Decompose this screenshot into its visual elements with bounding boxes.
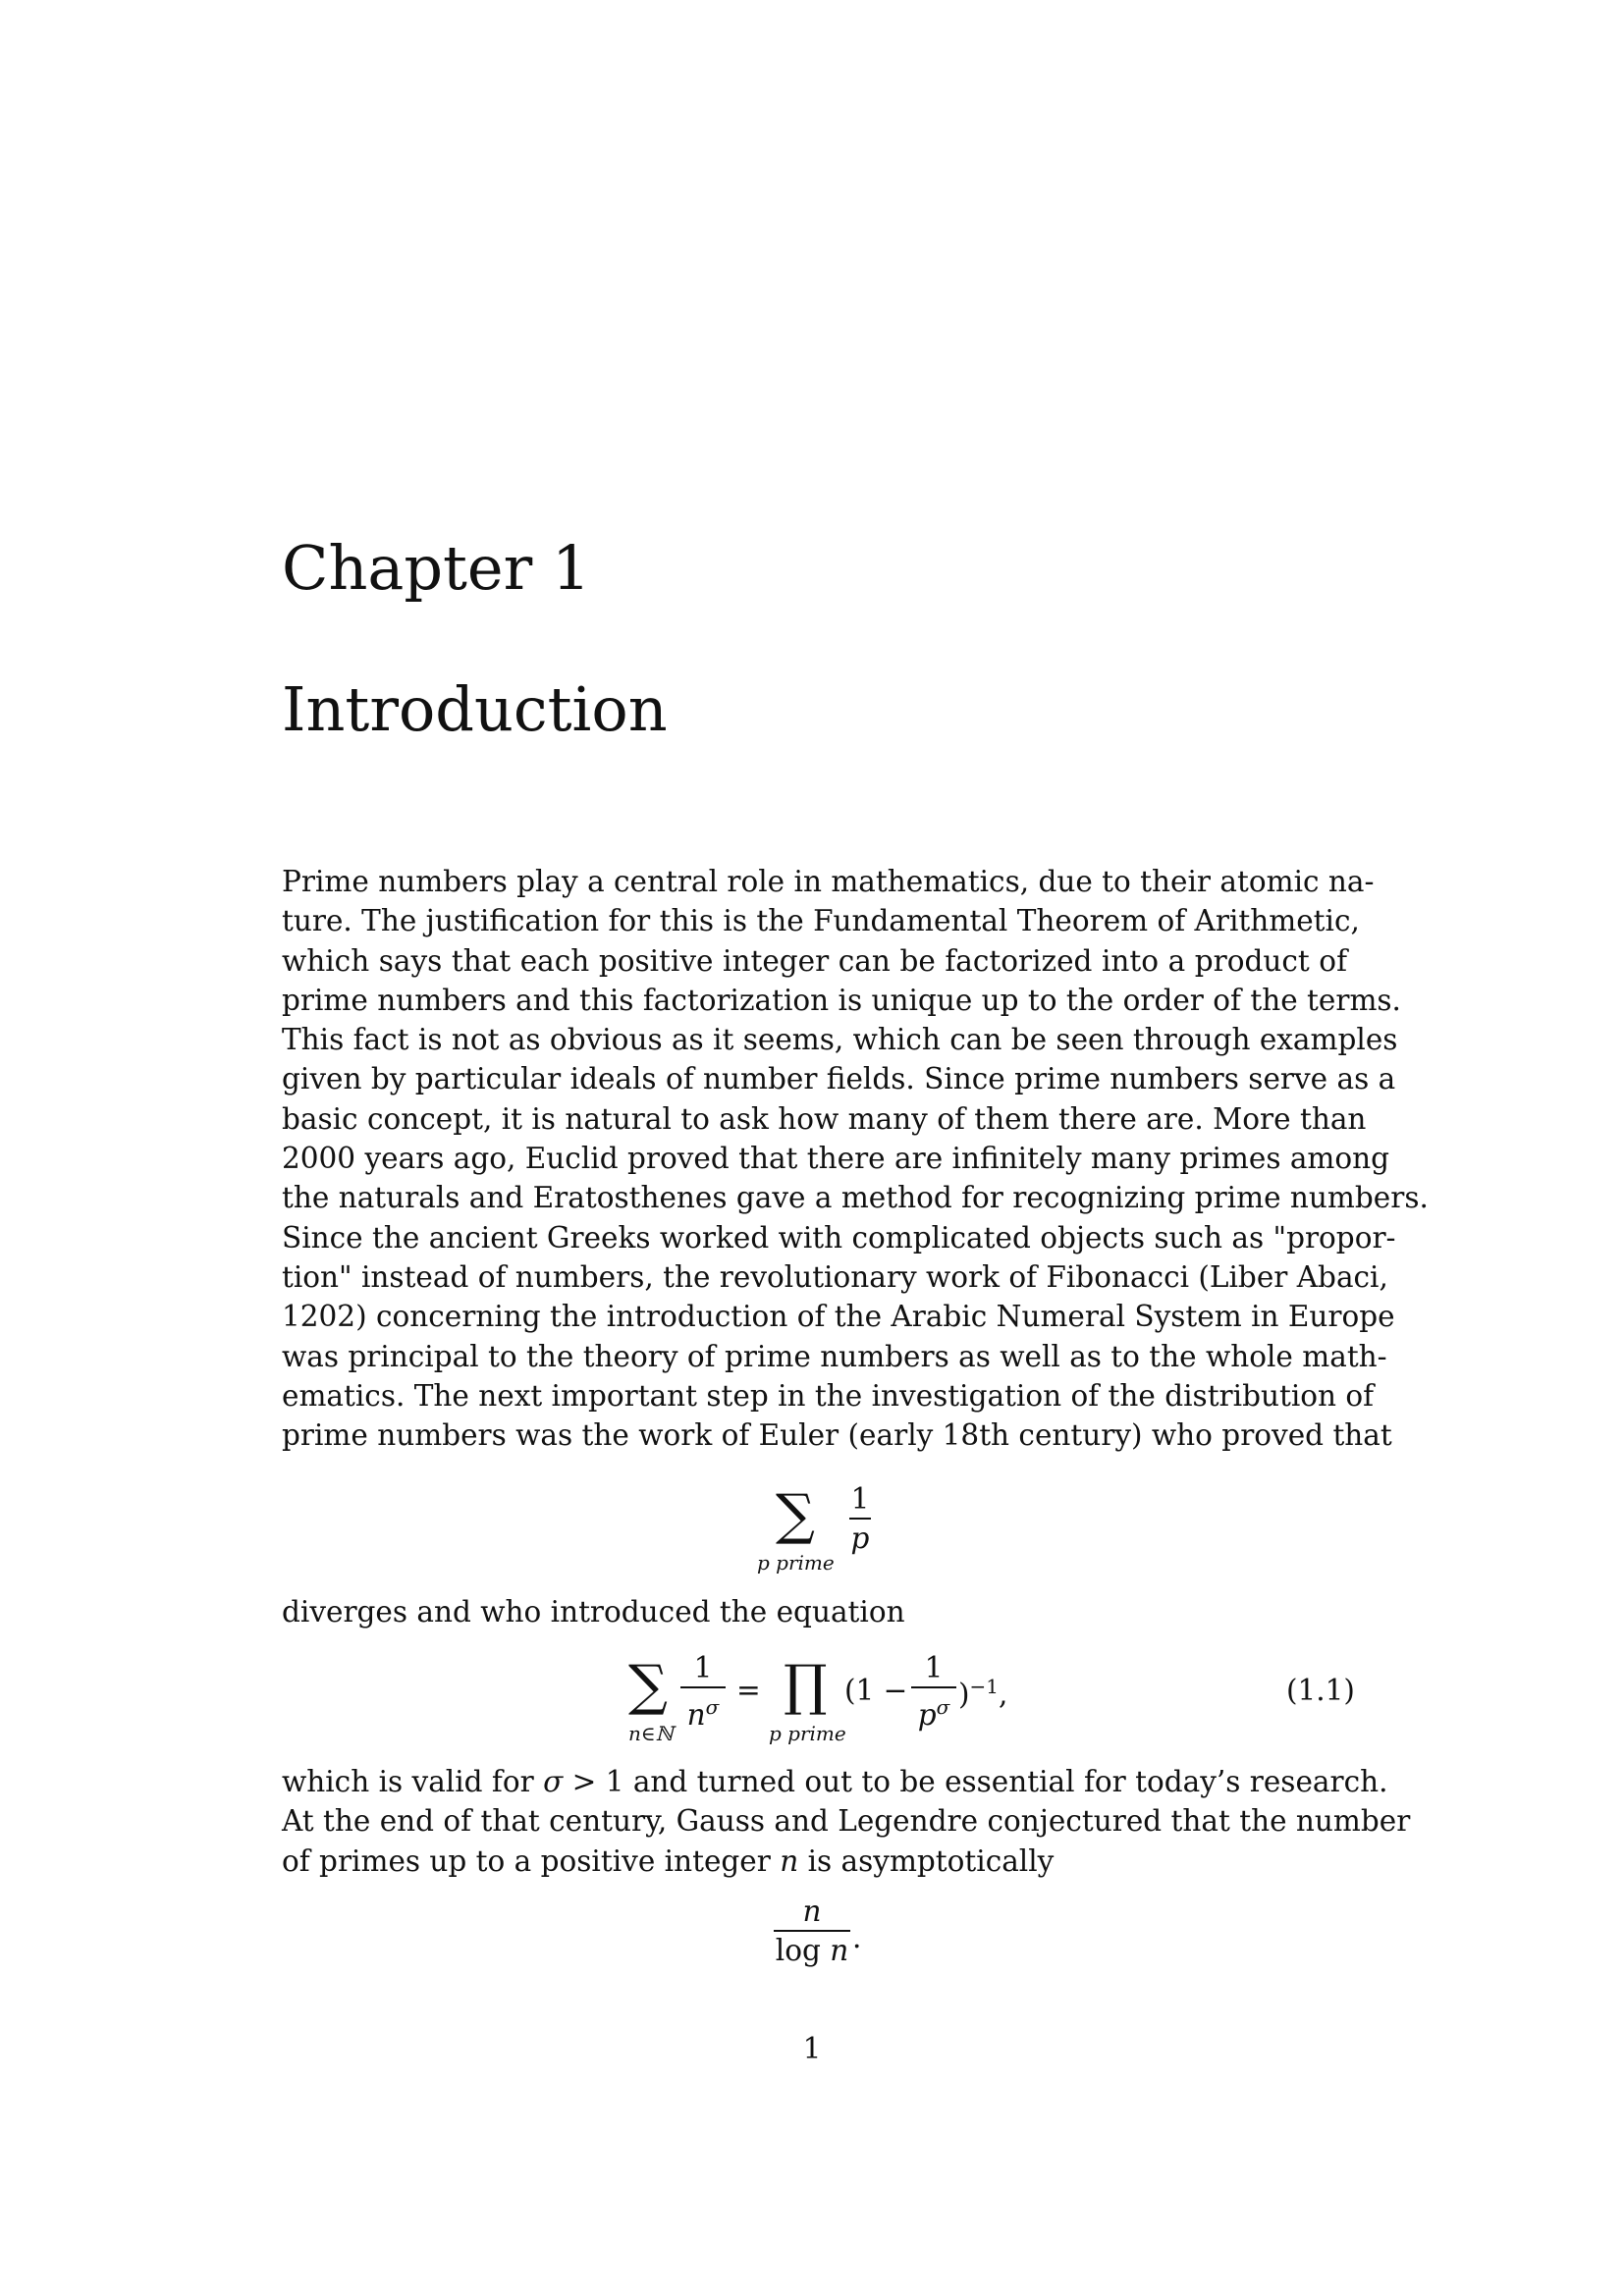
- equation-1-1: [0, 1649, 1624, 1757]
- fraction-bar: [680, 1686, 726, 1688]
- text-segment: > 1 and turned out to be essential for today’s research.: [563, 1765, 1388, 1798]
- text-line: given by particular ideals of number fields. Since prime numbers serve as a: [282, 1062, 1396, 1096]
- text-line: prime numbers and this factorization is unique up to the order of the terms.: [282, 983, 1401, 1017]
- fraction-numerator: n: [802, 1895, 822, 1928]
- fraction-denominator: [774, 1934, 850, 1967]
- sigma-variable: σ: [543, 1765, 564, 1798]
- text-line: ematics. The next important step in the investigation of the distribution of: [282, 1378, 1375, 1413]
- text-line: prime numbers was the work of Euler (early 18th century) who proved that: [282, 1418, 1392, 1453]
- text-line: At the end of that century, Gauss and Legendre conjectured that the number: [282, 1804, 1411, 1839]
- fraction-denominator: [680, 1690, 726, 1732]
- log-function: log: [775, 1933, 831, 1967]
- display-period: .: [852, 1921, 862, 1954]
- paragraph-gauss-legendre: [282, 1762, 1411, 1881]
- text-line: diverges and who introduced the equation: [282, 1595, 905, 1629]
- close-exponent: −1: [969, 1675, 999, 1698]
- text-line: Prime numbers play a central role in mathematics, due to their atomic na-: [282, 865, 1375, 898]
- denominator-exponent: σ: [936, 1694, 950, 1719]
- fraction-n-over-log-n: [774, 1895, 850, 1967]
- equation-comma: ,: [999, 1677, 1008, 1711]
- fraction-one-over-p: [849, 1482, 871, 1555]
- chapter-title: Introduction: [282, 673, 668, 745]
- summation-symbol: ∑: [628, 1654, 668, 1718]
- text-line: 2000 years ago, Euclid proved that there are infinitely many primes among: [282, 1142, 1390, 1176]
- denominator-base: n: [686, 1697, 706, 1732]
- sum-subscript: [757, 1553, 835, 1573]
- text-line: [282, 1762, 1388, 1801]
- fraction-lhs: [680, 1651, 726, 1731]
- display-n-over-log-n: [0, 1895, 1624, 1983]
- text-line: Since the ancient Greeks worked with complicated objects such as "propor-: [282, 1220, 1396, 1255]
- text-line: was principal to the theory of prime numbers as well as to the whole math-: [282, 1339, 1387, 1373]
- page-number: 1: [802, 2032, 822, 2065]
- n-variable: n: [780, 1843, 799, 1878]
- fraction-denominator: [911, 1690, 956, 1732]
- text-line: 1202) concerning the introduction of the Arabic Numeral System in Europe: [282, 1300, 1395, 1334]
- chapter-label: Chapter 1: [282, 532, 591, 604]
- fraction-numerator: 1: [850, 1482, 870, 1516]
- equals-sign: =: [736, 1674, 761, 1707]
- text-line: tion" instead of numbers, the revolutionary work of Fibonacci (Liber Abaci,: [282, 1259, 1388, 1294]
- denominator-base: p: [917, 1697, 937, 1732]
- text-line: This fact is not as obvious as it seems, which can be seen through examples: [282, 1023, 1398, 1057]
- paragraph-intro: [282, 862, 1429, 1455]
- product-symbol: ∏: [784, 1654, 828, 1718]
- product-subscript-text: p prime: [769, 1722, 846, 1745]
- denominator-variable: n: [830, 1933, 849, 1967]
- text-line: [282, 1842, 1347, 1881]
- close-paren-symbol: ): [958, 1677, 970, 1711]
- fraction-numerator: 1: [693, 1651, 713, 1684]
- text-segment: of primes up to a positive integer: [282, 1843, 781, 1878]
- close-paren: [958, 1677, 1007, 1709]
- fraction-bar: [911, 1686, 956, 1688]
- text-line: basic concept, it is natural to ask how many of them there are. More than: [282, 1101, 1367, 1136]
- summation-symbol: ∑: [776, 1483, 815, 1547]
- product-subscript: [769, 1724, 846, 1743]
- sum-subscript-var: p prime: [757, 1551, 835, 1575]
- text-line: the naturals and Eratosthenes gave a method for recognizing prime numbers.: [282, 1181, 1429, 1215]
- fraction-rhs: [911, 1651, 956, 1731]
- text-line: ture. The justification for this is the Fundamental Theorem of Arithmetic,: [282, 904, 1360, 938]
- open-paren-one-minus: (1 −: [844, 1674, 908, 1707]
- fraction-bar: [849, 1518, 871, 1520]
- text-segment: which is valid for: [282, 1765, 544, 1798]
- sum-subscript: n∈ℕ: [628, 1722, 674, 1745]
- text-segment: is asymptotically: [798, 1843, 1055, 1878]
- denominator-exponent: σ: [705, 1694, 720, 1719]
- display-sum-reciprocal-primes: [0, 1480, 1624, 1588]
- fraction-denominator: p: [850, 1521, 870, 1555]
- equation-tag: (1.1): [1286, 1674, 1355, 1707]
- text-line: which says that each positive integer can be factorized into a product of: [282, 943, 1347, 978]
- fraction-bar: [774, 1930, 850, 1932]
- fraction-numerator: 1: [924, 1651, 944, 1684]
- paragraph-diverges: [282, 1592, 1347, 1631]
